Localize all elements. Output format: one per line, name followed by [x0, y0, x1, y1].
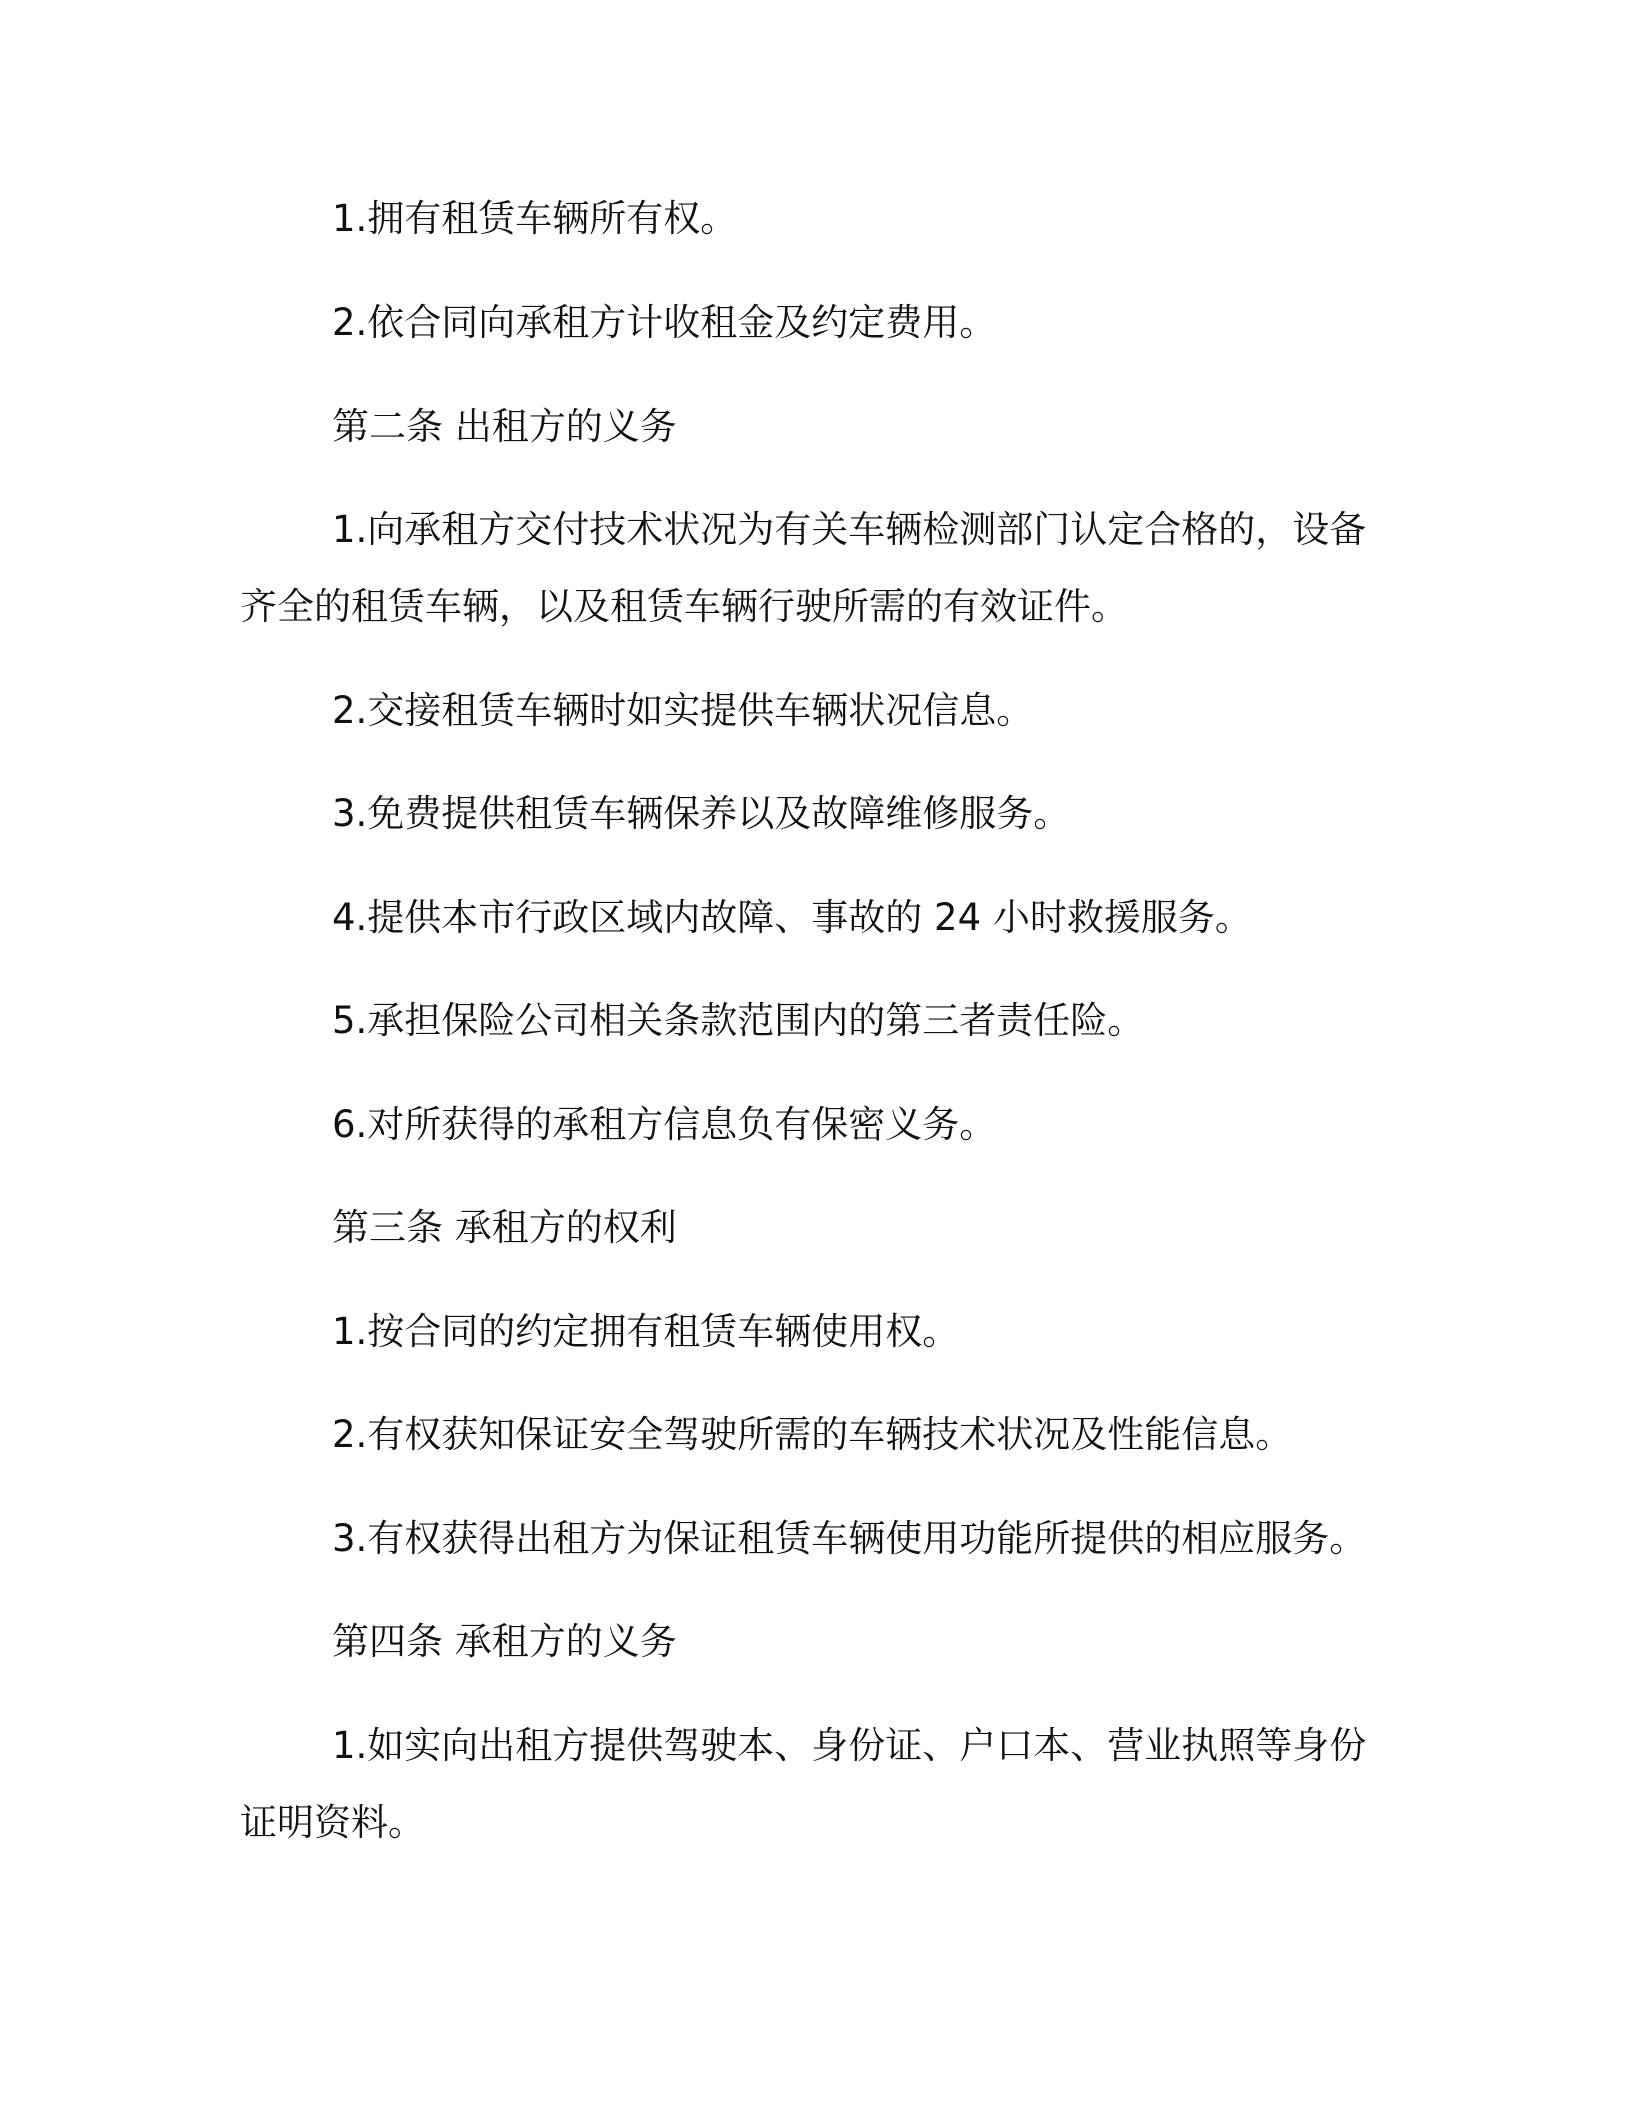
lessor-right-2: 2.依合同向承租方计收租金及约定费用。	[332, 301, 997, 344]
lessee-right-2: 2.有权获知保证安全驾驶所需的车辆技术状况及性能信息。	[332, 1413, 1293, 1456]
article-4-heading: 第四条 承租方的义务	[332, 1620, 677, 1663]
lessor-duty-1-continuation: 齐全的租赁车辆，以及租赁车辆行驶所需的有效证件。	[240, 585, 1128, 628]
lessee-right-1: 1.按合同的约定拥有租赁车辆使用权。	[332, 1310, 960, 1353]
lessor-duty-4: 4.提供本市行政区域内故障、事故的 24 小时救援服务。	[332, 896, 1252, 939]
lessor-right-1: 1.拥有租赁车辆所有权。	[332, 197, 738, 240]
lessor-duty-3: 3.免费提供租赁车辆保养以及故障维修服务。	[332, 792, 1071, 835]
article-3-heading: 第三条 承租方的权利	[332, 1206, 677, 1249]
article-2-heading: 第二条 出租方的义务	[332, 405, 677, 448]
lessor-duty-5: 5.承担保险公司相关条款范围内的第三者责任险。	[332, 999, 1145, 1042]
lessee-duty-1: 1.如实向出租方提供驾驶本、身份证、户口本、营业执照等身份	[332, 1724, 1367, 1767]
lessor-duty-2: 2.交接租赁车辆时如实提供车辆状况信息。	[332, 689, 1034, 732]
lessee-right-3: 3.有权获得出租方为保证租赁车辆使用功能所提供的相应服务。	[332, 1517, 1367, 1560]
lessee-duty-1-continuation: 证明资料。	[240, 1801, 425, 1844]
lessor-duty-1: 1.向承租方交付技术状况为有关车辆检测部门认定合格的，设备	[332, 508, 1367, 551]
lessor-duty-6: 6.对所获得的承租方信息负有保密义务。	[332, 1103, 997, 1146]
